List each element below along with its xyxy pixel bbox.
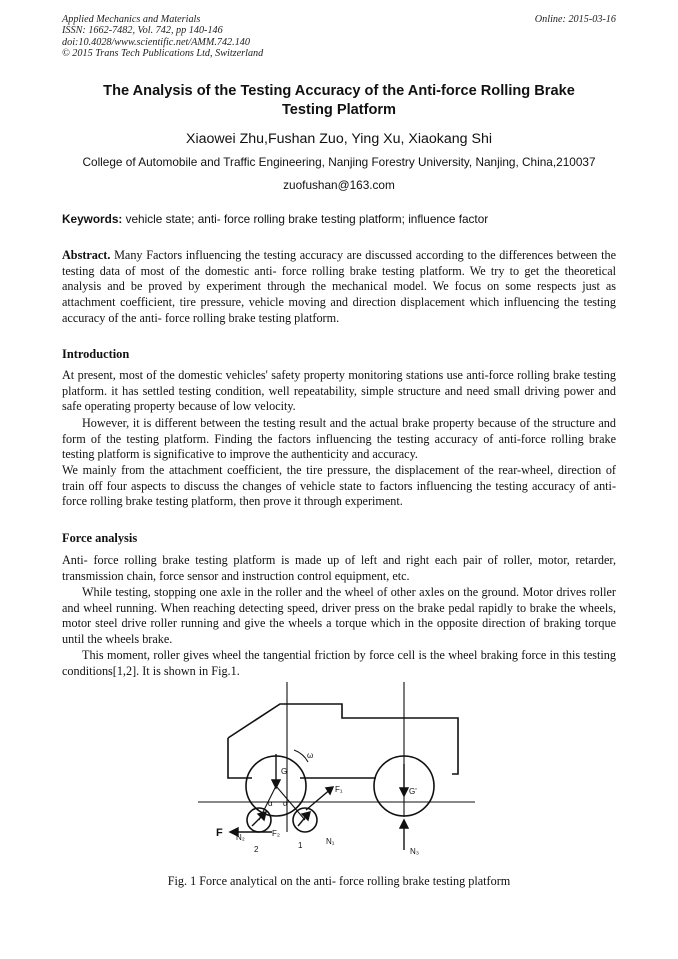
title-line-2: Testing Platform: [281, 102, 397, 118]
keywords-label: Keywords:: [62, 212, 123, 226]
force-paragraph-2: While testing, stopping one axle in the roller and the wheel of other axles on the ground. Motor drives roller and wheel running. When reaching detecting speed, driver press on the brake pedal rapidly to brake the wheels, motor steel drive roller running and give the wheels a torque which in the opposite direction of braking torque until the wheels brake.: [62, 585, 616, 647]
intro-paragraph-2: However, it is different between the testing result and the actual brake property because of the structure and form of the testing platform. Finding the factors influencing the testing accuracy of anti-force rolling brake testing platform is significative to improve the authenticity and accuracy.: [62, 416, 616, 462]
journal-issn: ISSN: 1662-7482, Vol. 742, pp 140-146: [62, 25, 223, 37]
f-label: F: [216, 827, 223, 839]
title-line-1: The Analysis of the Testing Accuracy of the Anti-force Rolling Brake: [103, 83, 575, 99]
journal-name: Applied Mechanics and Materials: [62, 14, 201, 25]
online-date: Online: 2015-03-16: [534, 14, 616, 25]
journal-copyright: © 2015 Trans Tech Publications Ltd, Switzerland: [62, 48, 264, 60]
email: zuofushan@163.com: [283, 178, 395, 192]
authors: Xiaowei Zhu,Fushan Zuo, Ying Xu, Xiaokang Shi: [185, 131, 492, 147]
roller-2-label: 2: [254, 845, 259, 854]
force-paragraph-1: Anti- force rolling brake testing platform is made up of left and right each pair of roller, motor, retarder, transmission chain, force sensor and instruction control equipment, etc.: [62, 553, 616, 583]
force-diagram: [190, 682, 480, 870]
roller-1-label: 1: [298, 841, 303, 850]
f1-label: F₁: [335, 785, 343, 794]
g-label: G: [281, 767, 288, 776]
f2-label: F₂: [272, 829, 280, 838]
alpha-label-right: α: [283, 799, 288, 808]
journal-doi: doi:10.4028/www.scientific.net/AMM.742.140: [62, 36, 250, 48]
n2-label: N₂: [236, 833, 245, 842]
keywords: [62, 212, 616, 226]
keywords-text: vehicle state; anti- force rolling brake testing platform; influence factor: [122, 212, 489, 226]
journal-header: [62, 14, 263, 60]
force-heading: Force analysis: [62, 531, 138, 545]
g-prime-label: G': [409, 787, 417, 796]
figure-caption: Fig. 1 Force analytical on the anti- force rolling brake testing platform: [167, 874, 511, 888]
intro-paragraph-1: At present, most of the domestic vehicles' safety property monitoring stations use anti-force rolling brake testing platform. it has settled testing condition, well repeatability, simple structure and need small driving power and safe operating property because of low velocity.: [62, 368, 616, 414]
alpha-label-left: α: [268, 799, 273, 808]
affiliation: College of Automobile and Traffic Engineering, Nanjing Forestry University, Nanjing, China,210037: [82, 155, 596, 169]
intro-heading: Introduction: [62, 347, 130, 361]
n3-label: N₃: [410, 847, 420, 856]
omega-label: ω: [307, 751, 314, 760]
paper-title: [62, 82, 616, 120]
abstract-text: Many Factors influencing the testing accuracy are discussed according to the differences between the testing data of most of the domestic anti- force rolling brake testing platform. We try to get the theoretical analysis and be proved by experiment through the mechanical model. We focus on some respects just as attachment coefficient, tire pressure, vehicle moving and direction displacement which influencing the testing accuracy of the anti- force rolling brake testing platform.: [62, 248, 616, 325]
intro-paragraph-3: We mainly from the attachment coefficient, the tire pressure, the displacement of the rear-wheel, direction of train off four aspects to discuss the changes of vehicle state to factors influencing the testing accuracy of anti- force rolling brake testing platform, then prove it through experiment.: [62, 463, 616, 509]
n1-label: N₁: [326, 837, 335, 846]
force-paragraph-3: This moment, roller gives wheel the tangential friction by force cell is the wheel braking force in this testing conditions[1,2]. It is shown in Fig.1.: [62, 648, 616, 678]
abstract: [62, 248, 616, 327]
abstract-label: Abstract.: [62, 248, 111, 262]
